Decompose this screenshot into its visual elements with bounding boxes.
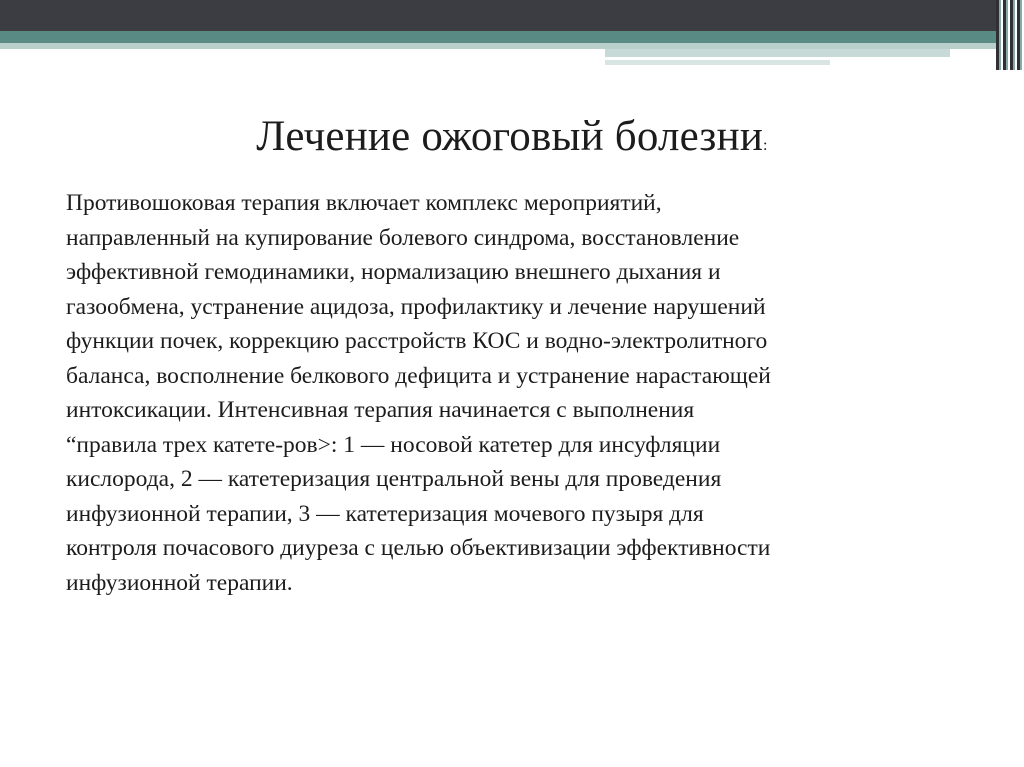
body-line: инфузионной терапии. (66, 569, 293, 596)
slide-title-text: Лечение ожоговый болезни (256, 113, 764, 160)
slide-body (66, 186, 946, 600)
body-line: функции почек, коррекцию расстройств КОС и водно-электролитного (66, 328, 768, 354)
header-vertical-lines (996, 0, 1024, 70)
slide-title-colon: : (763, 137, 768, 154)
body-line: контроля почасового диуреза с целью объективизации эффективности (66, 535, 771, 561)
body-line: баланса, восполнение белкового дефицита и устранение нарастающей (66, 362, 771, 389)
body-line: направленный на купирование болевого синдрома, восстановление (66, 224, 740, 251)
body-line: Противошоковая терапия включает комплекс мероприятий, (66, 190, 662, 216)
header-stripe-upper (605, 49, 950, 57)
header-band-teal (0, 31, 1024, 43)
slide-title (0, 112, 1024, 161)
body-line: инфузионной терапии, 3 — катетеризация мочевого пузыря для (66, 500, 704, 527)
header-stripe-lower (605, 60, 830, 65)
header-band-dark (0, 0, 1024, 31)
body-line: газообмена, устранение ацидоза, профилактику и лечение нарушений (66, 293, 766, 320)
body-line: интоксикации. Интенсивная терапия начинается с выполнения (66, 397, 695, 423)
body-line: эффективной гемодинамики, нормализацию внешнего дыхания и (66, 259, 721, 285)
body-line: кислорода, 2 — катетеризация центральной вены для проведения (66, 466, 722, 492)
body-line: “правила трех катете-ров>: 1 — носовой катетер для инсуфляции (66, 431, 721, 458)
